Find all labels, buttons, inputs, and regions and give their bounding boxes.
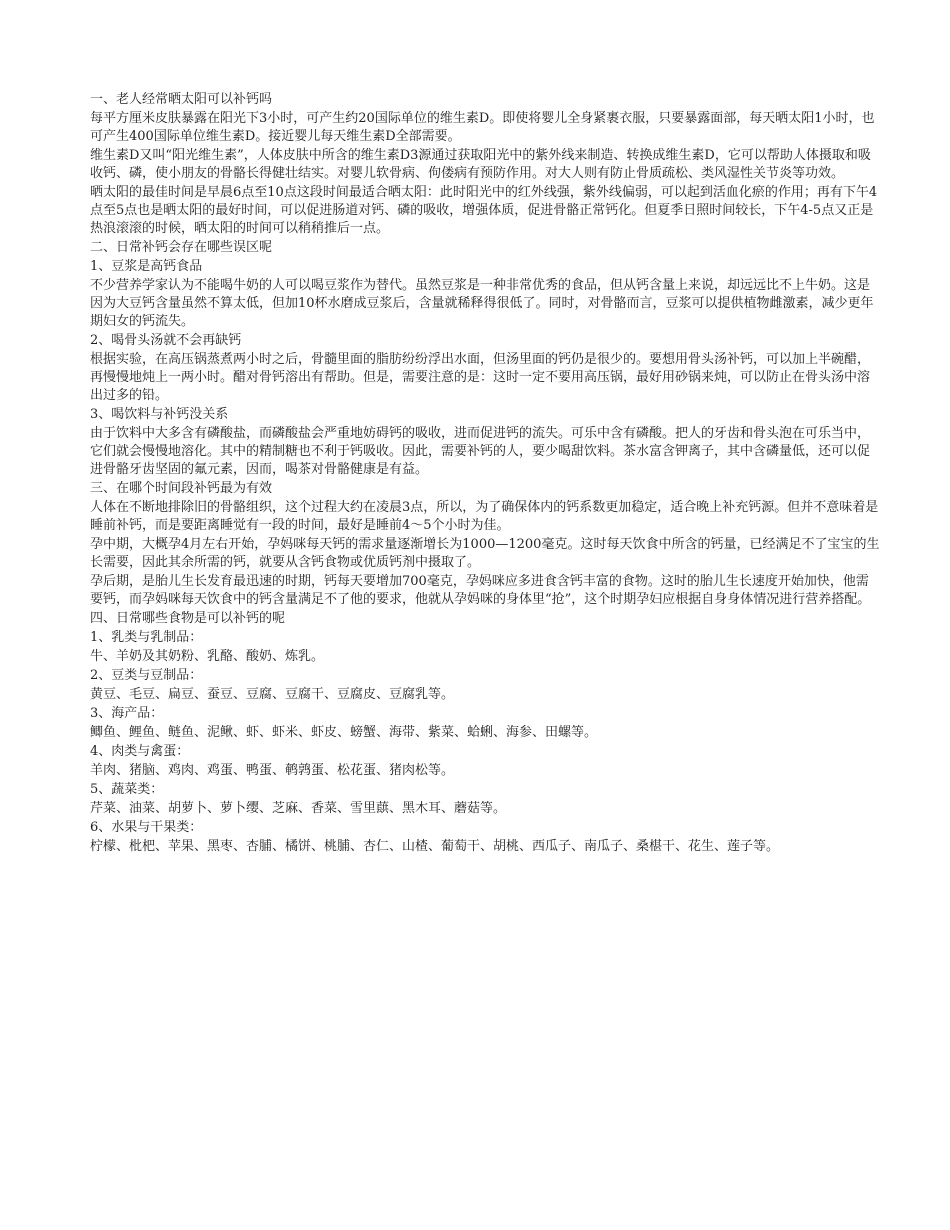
paragraph: 晒太阳的最佳时间是早晨6点至10点这段时间最适合晒太阳：此时阳光中的红外线强，紫外线偏弱，可以起到活血化瘀的作用；再有下午4点至5点也是晒太阳的最好时间，可以促进肠道对钙、磷的吸收，增强体质，促进骨骼正常钙化。但夏季日照时间较长，下午4-5点又正是热浪滚滚的时候，晒太阳的时间可以稍稍推后一点。: [90, 185, 878, 236]
section-heading-4: 四、日常哪些食物是可以补钙的呢: [90, 611, 286, 626]
food-list: 牛、羊奶及其奶粉、乳酪、酸奶、炼乳。: [90, 649, 325, 664]
paragraph: 人体在不断地排除旧的骨骼组织，这个过程大约在凌晨3点，所以，为了确保体内的钙系数更加稳定，适合晚上补充钙源。但并不意味着是睡前补钙，而是要距离睡觉有一段的时间，最好是睡前4～5个小时为佳。: [90, 500, 879, 533]
subheading: 6、水果与干果类：: [90, 820, 203, 835]
paragraph: 孕中期，大概孕4月左右开始，孕妈咪每天钙的需求量逐渐增长为1000—1200毫克。这时每天饮食中所含的钙量，已经满足不了宝宝的生长需要，因此其余所需的钙，就要从含钙食物或优质钙剂中摄取了。: [90, 537, 880, 570]
food-list: 芹菜、油菜、胡萝卜、萝卜缨、芝麻、香菜、雪里蕻、黑木耳、蘑菇等。: [90, 801, 507, 816]
subheading: 4、肉类与禽蛋：: [90, 744, 190, 759]
subheading: 3、海产品：: [90, 706, 164, 721]
section-heading-1: 一、老人经常晒太阳可以补钙吗: [90, 92, 273, 107]
subheading: 1、乳类与乳制品：: [90, 630, 203, 645]
food-list: 羊肉、猪脑、鸡肉、鸡蛋、鸭蛋、鹌鹑蛋、松花蛋、猪肉松等。: [90, 763, 455, 778]
food-list: 柠檬、枇杷、苹果、黑枣、杏脯、橘饼、桃脯、杏仁、山楂、葡萄干、胡桃、西瓜子、南瓜子、桑椹干、花生、莲子等。: [90, 839, 780, 854]
paragraph: 孕后期，是胎儿生长发育最迅速的时期，钙每天要增加700毫克，孕妈咪应多进食含钙丰富的食物。这时的胎儿生长速度开始加快，他需要钙，而孕妈咪每天饮食中的钙含量满足不了他的要求，他就从孕妈咪的身体里“抢”，这个时期孕妇应根据自身身体情况进行营养搭配。: [90, 574, 871, 607]
paragraph: 每平方厘米皮肤暴露在阳光下3小时，可产生约20国际单位的维生素D。即使将婴儿全身紧裹衣服，只要暴露面部，每天晒太阳1小时，也可产生400国际单位维生素D。接近婴儿每天维生素D全部需要。: [90, 111, 875, 144]
subheading: 2、喝骨头汤就不会再缺钙: [90, 333, 242, 348]
document-body: [90, 91, 880, 857]
food-list: 鲫鱼、鲤鱼、鲢鱼、泥鳅、虾、虾米、虾皮、螃蟹、海带、紫菜、蛤蜊、海参、田螺等。: [90, 725, 598, 740]
section-heading-3: 三、在哪个时间段补钙最为有效: [90, 481, 273, 496]
paragraph: 由于饮料中大多含有磷酸盐，而磷酸盐会严重地妨碍钙的吸收，进而促进钙的流失。可乐中含有磷酸。把人的牙齿和骨头泡在可乐当中，它们就会慢慢地溶化。其中的精制糖也不利于钙吸收。因此，需要补钙的人，要少喝甜饮料。茶水富含钾离子，其中含磷量低，还可以促进骨骼牙齿坚固的氟元素，因而，喝茶对骨骼健康是有益。: [90, 426, 871, 477]
food-list: 黄豆、毛豆、扁豆、蚕豆、豆腐、豆腐干、豆腐皮、豆腐乳等。: [90, 687, 455, 702]
paragraph: 不少营养学家认为不能喝牛奶的人可以喝豆浆作为替代。虽然豆浆是一种非常优秀的食品，但从钙含量上来说，却远远比不上牛奶。这是因为大豆钙含量虽然不算太低，但加10杯水磨成豆浆后，含量就稀释得很低了。同时，对骨骼而言，豆浆可以提供植物雌激素，减少更年期妇女的钙流失。: [90, 278, 874, 329]
paragraph: 根据实验，在高压锅蒸煮两小时之后，骨髓里面的脂肪纷纷浮出水面，但汤里面的钙仍是很少的。要想用骨头汤补钙，可以加上半碗醋，再慢慢地炖上一两小时。醋对骨钙溶出有帮助。但是，需要注意的是：这时一定不要用高压锅，最好用砂锅来炖，可以防止在骨头汤中溶出过多的铅。: [90, 352, 871, 403]
section-heading-2: 二、日常补钙会存在哪些误区呢: [90, 240, 273, 255]
subheading: 1、豆浆是高钙食品: [90, 259, 203, 274]
subheading: 5、蔬菜类：: [90, 782, 164, 797]
subheading: 3、喝饮料与补钙没关系: [90, 407, 229, 422]
subheading: 2、豆类与豆制品：: [90, 668, 203, 683]
paragraph: 维生素D又叫“阳光维生素”，人体皮肤中所含的维生素D3源通过获取阳光中的紫外线来制造、转换成维生素D，它可以帮助人体摄取和吸收钙、磷，使小朋友的骨骼长得健壮结实。对婴儿软骨病、佝偻病有预防作用。对大人则有防止骨质疏松、类风湿性关节炎等功效。: [90, 148, 871, 181]
